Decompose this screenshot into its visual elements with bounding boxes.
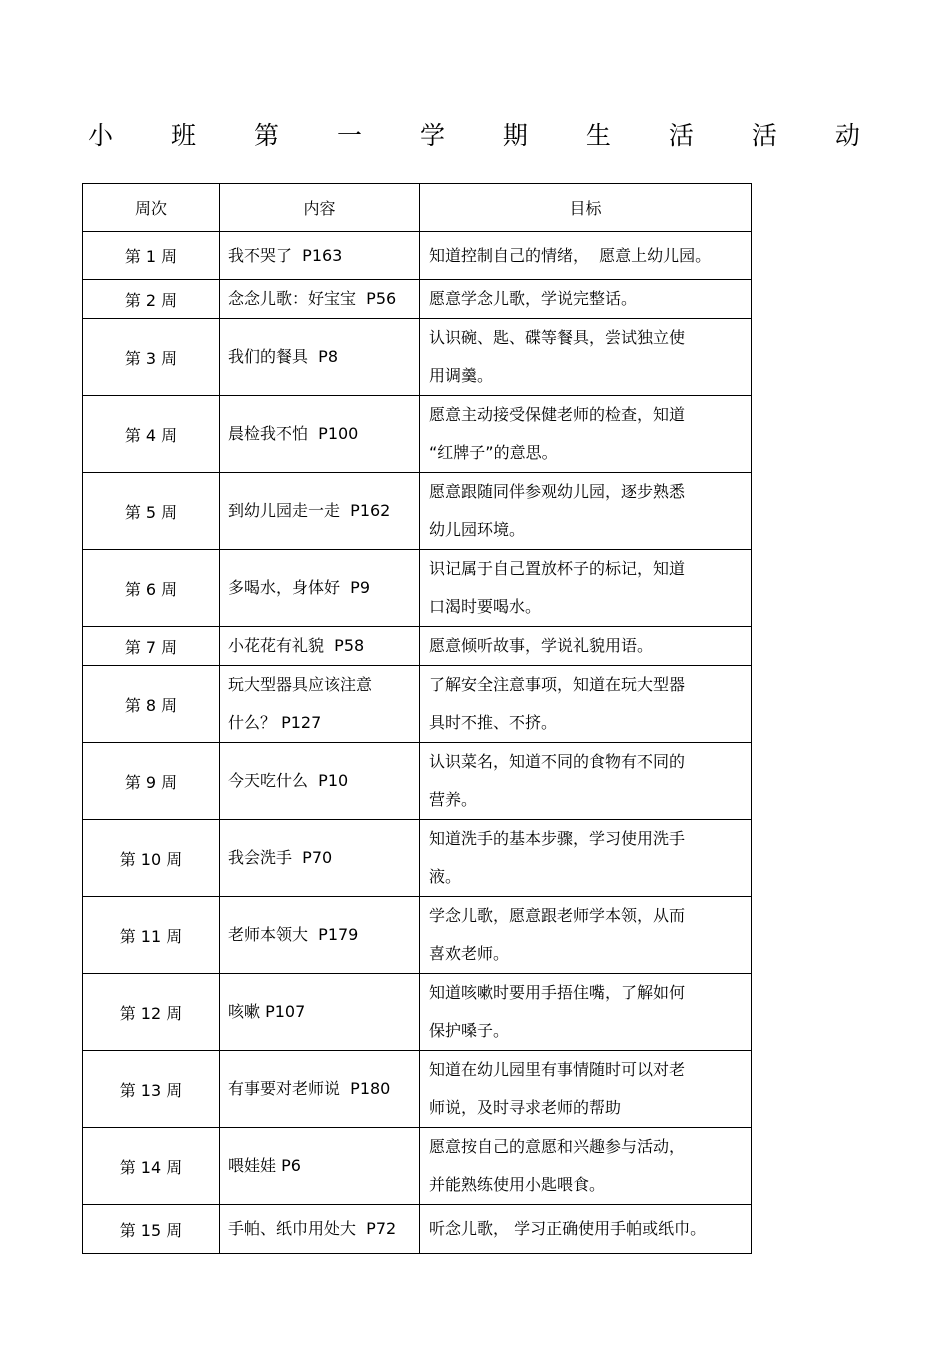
goal-cell: 知道洗手的基本步骤，学习使用洗手 液。: [420, 820, 752, 897]
week-cell: 第 15 周: [83, 1205, 220, 1254]
table-row: [83, 897, 752, 974]
title-char: 生: [585, 121, 611, 150]
table-row: [83, 1128, 752, 1205]
content-cell: 玩大型器具应该注意 什么？ P127: [220, 666, 420, 743]
goal-cell: 知道在幼儿园里有事情随时可以对老 师说，及时寻求老师的帮助: [420, 1051, 752, 1128]
page-title: [88, 118, 860, 154]
goal-cell: 知道咳嗽时要用手捂住嘴，了解如何 保护嗓子。: [420, 974, 752, 1051]
content-cell: 晨检我不怕 P100: [220, 396, 420, 473]
week-cell: 第 1 周: [83, 232, 220, 280]
content-cell: 多喝水，身体好 P9: [220, 550, 420, 627]
table-row: [83, 550, 752, 627]
title-char: 活: [751, 121, 777, 150]
title-char: 一: [336, 121, 362, 150]
table-row: [83, 319, 752, 396]
header-goal: 目标: [420, 184, 752, 232]
goal-cell: 愿意按自己的意愿和兴趣参与活动， 并能熟练使用小匙喂食。: [420, 1128, 752, 1205]
content-cell: 念念儿歌：好宝宝 P56: [220, 280, 420, 319]
goal-cell: 听念儿歌， 学习正确使用手帕或纸巾。: [420, 1205, 752, 1254]
content-cell: 喂娃娃 P6: [220, 1128, 420, 1205]
week-cell: 第 3 周: [83, 319, 220, 396]
header-content: 内容: [220, 184, 420, 232]
table-row: [83, 280, 752, 319]
table-row: [83, 820, 752, 897]
content-cell: 有事要对老师说 P180: [220, 1051, 420, 1128]
title-char: 第: [253, 121, 279, 150]
table-row: [83, 1051, 752, 1128]
week-cell: 第 11 周: [83, 897, 220, 974]
title-char: 学: [419, 121, 445, 150]
table-row: [83, 1205, 752, 1254]
week-cell: 第 4 周: [83, 396, 220, 473]
goal-cell: 识记属于自己置放杯子的标记，知道 口渴时要喝水。: [420, 550, 752, 627]
goal-cell: 认识碗、匙、碟等餐具，尝试独立使 用调羹。: [420, 319, 752, 396]
week-cell: 第 7 周: [83, 627, 220, 666]
goal-cell: 知道控制自己的情绪， 愿意上幼儿园。: [420, 232, 752, 280]
week-cell: 第 12 周: [83, 974, 220, 1051]
title-char: 活: [668, 121, 694, 150]
title-char: 动: [834, 121, 860, 150]
content-cell: 到幼儿园走一走 P162: [220, 473, 420, 550]
activity-table: [82, 183, 752, 1254]
table-row: [83, 743, 752, 820]
title-char: 期: [502, 121, 528, 150]
goal-cell: 认识菜名，知道不同的食物有不同的 营养。: [420, 743, 752, 820]
week-cell: 第 2 周: [83, 280, 220, 319]
content-cell: 咳嗽 P107: [220, 974, 420, 1051]
goal-cell: 学念儿歌，愿意跟老师学本领，从而 喜欢老师。: [420, 897, 752, 974]
table-row: [83, 396, 752, 473]
week-cell: 第 6 周: [83, 550, 220, 627]
week-cell: 第 5 周: [83, 473, 220, 550]
week-cell: 第 8 周: [83, 666, 220, 743]
content-cell: 我们的餐具 P8: [220, 319, 420, 396]
goal-cell: 愿意主动接受保健老师的检查，知道 “红牌子”的意思。: [420, 396, 752, 473]
week-cell: 第 13 周: [83, 1051, 220, 1128]
header-week: 周次: [83, 184, 220, 232]
content-cell: 我会洗手 P70: [220, 820, 420, 897]
table-row: [83, 232, 752, 280]
goal-cell: 愿意学念儿歌，学说完整话。: [420, 280, 752, 319]
content-cell: 小花花有礼貌 P58: [220, 627, 420, 666]
title-char: 小: [88, 121, 114, 150]
table-header-row: [83, 184, 752, 232]
week-cell: 第 10 周: [83, 820, 220, 897]
table-row: [83, 627, 752, 666]
table-row: [83, 974, 752, 1051]
goal-cell: 愿意倾听故事，学说礼貌用语。: [420, 627, 752, 666]
content-cell: 老师本领大 P179: [220, 897, 420, 974]
week-cell: 第 14 周: [83, 1128, 220, 1205]
goal-cell: 了解安全注意事项，知道在玩大型器 具时不推、不挤。: [420, 666, 752, 743]
table-row: [83, 666, 752, 743]
week-cell: 第 9 周: [83, 743, 220, 820]
content-cell: 今天吃什么 P10: [220, 743, 420, 820]
goal-cell: 愿意跟随同伴参观幼儿园，逐步熟悉 幼儿园环境。: [420, 473, 752, 550]
content-cell: 我不哭了 P163: [220, 232, 420, 280]
content-cell: 手帕、纸巾用处大 P72: [220, 1205, 420, 1254]
title-char: 班: [170, 121, 196, 150]
table-row: [83, 473, 752, 550]
